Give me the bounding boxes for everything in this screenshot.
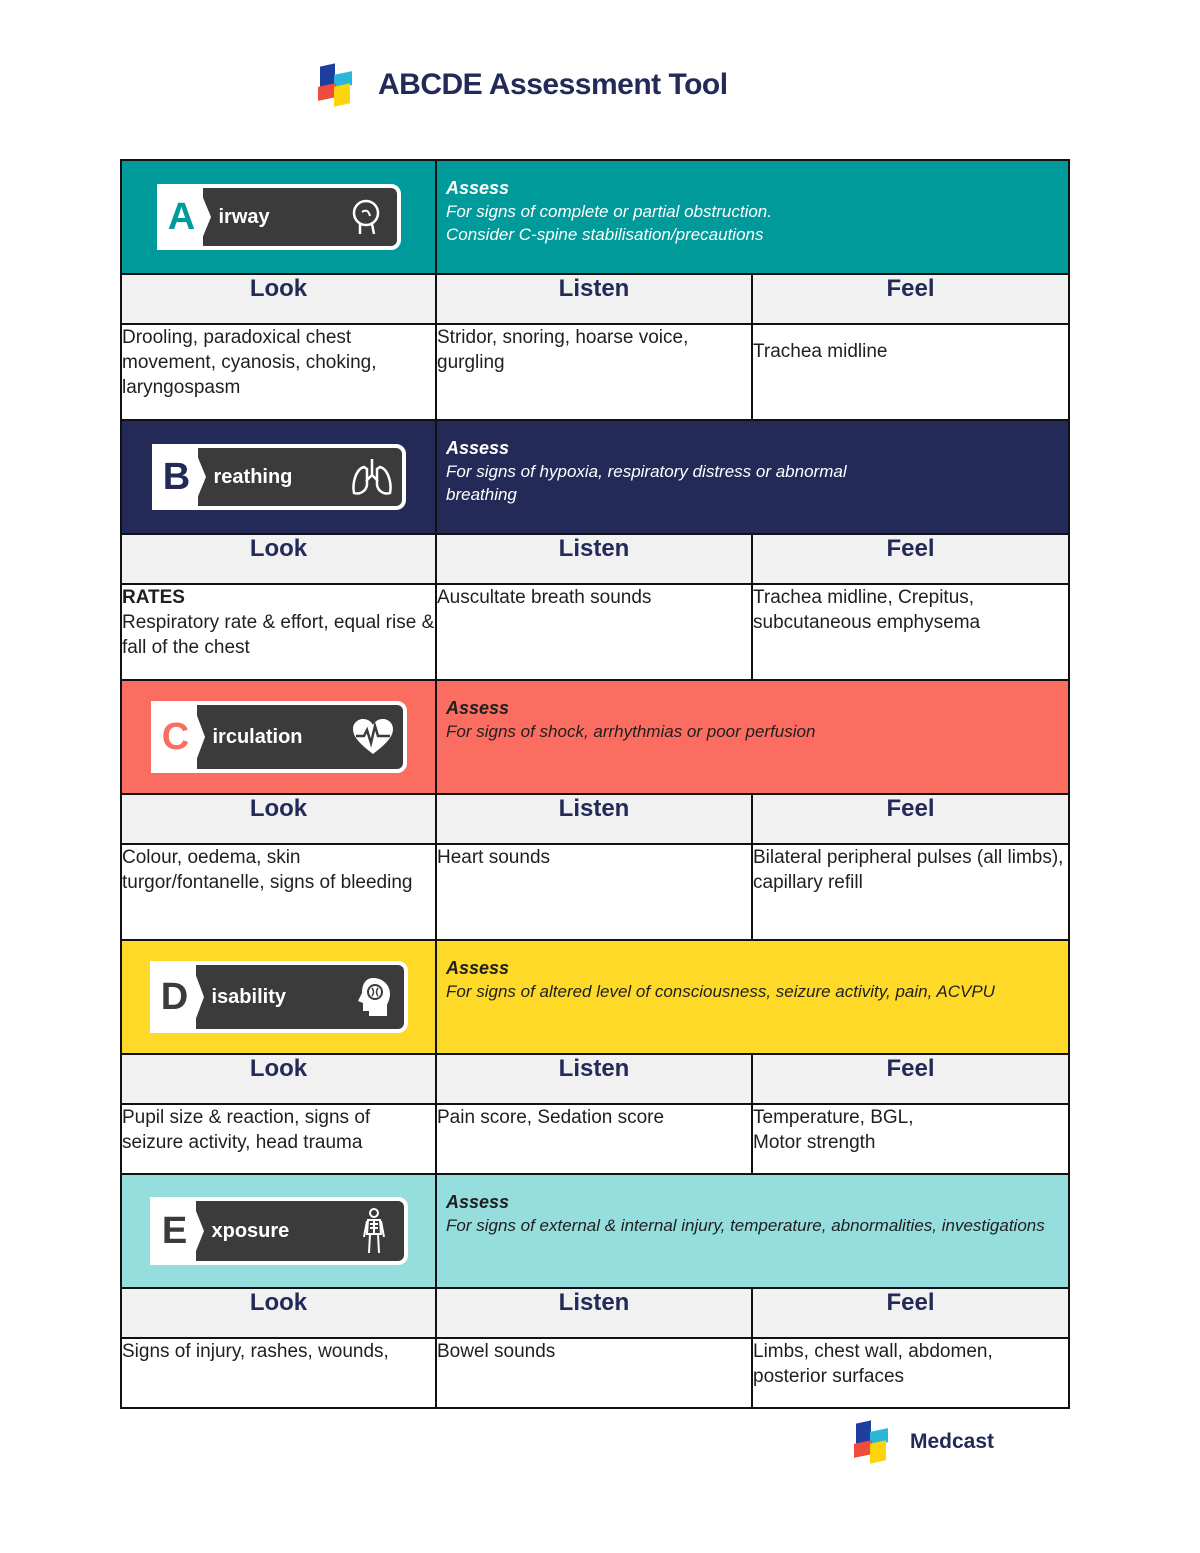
breathing-letter: B — [156, 448, 198, 506]
circulation-listen-header: Listen — [436, 794, 752, 844]
lungs-icon — [342, 448, 402, 506]
airway-look: Drooling, paradoxical chest movement, cyanosis, choking, laryngospasm — [121, 324, 436, 420]
disability-feel-line-1: Temperature, BGL, — [753, 1107, 914, 1128]
breathing-feel: Trachea midline, Crepitus, subcutaneous emphysema — [752, 584, 1069, 680]
body-skeleton-icon — [344, 1201, 404, 1261]
airway-assess-text-1: For signs of complete or partial obstruction. — [446, 202, 772, 221]
exposure-word: xposure — [211, 1219, 290, 1242]
breathing-look-header: Look — [121, 534, 436, 584]
circulation-assess-label: Assess — [446, 698, 510, 718]
medcast-footer-logo-icon — [852, 1420, 896, 1464]
airway-word: irway — [218, 205, 270, 228]
disability-content-row — [121, 1104, 1069, 1174]
airway-feel-header: Feel — [752, 274, 1069, 324]
breathing-word: reathing — [213, 465, 293, 488]
exposure-listen-header: Listen — [436, 1288, 752, 1338]
breathing-assess — [436, 420, 1069, 534]
circulation-banner — [121, 680, 1069, 794]
circulation-look: Colour, oedema, skin turgor/fontanelle, signs of bleeding — [121, 844, 436, 940]
airway-letter: A — [161, 188, 203, 246]
circulation-listen: Heart sounds — [436, 844, 752, 940]
exposure-look: Signs of injury, rashes, wounds, — [121, 1338, 436, 1408]
circulation-badge — [151, 701, 407, 773]
exposure-content-row — [121, 1338, 1069, 1408]
airway-assess-label: Assess — [446, 178, 510, 198]
breathing-badge-cell — [121, 420, 436, 534]
exposure-badge-cell — [121, 1174, 436, 1288]
disability-listen-header: Listen — [436, 1054, 752, 1104]
exposure-listen: Bowel sounds — [436, 1338, 752, 1408]
breathing-assess-label: Assess — [446, 438, 510, 458]
exposure-feel: Limbs, chest wall, abdomen, posterior surfaces — [752, 1338, 1069, 1408]
circulation-header-row — [121, 794, 1069, 844]
airway-badge-cell — [121, 160, 436, 274]
airway-listen: Stridor, snoring, hoarse voice, gurgling — [436, 324, 752, 420]
breathing-look — [121, 584, 436, 680]
page-title: ABCDE Assessment Tool — [378, 68, 728, 101]
disability-badge-cell — [121, 940, 436, 1054]
breathing-banner — [121, 420, 1069, 534]
airway-badge — [157, 184, 401, 250]
disability-assess — [436, 940, 1069, 1054]
footer-brand-name: Medcast — [910, 1430, 995, 1453]
airway-listen-header: Listen — [436, 274, 752, 324]
footer-brand — [852, 1420, 994, 1464]
exposure-look-header: Look — [121, 1288, 436, 1338]
circulation-letter: C — [155, 705, 197, 769]
disability-look-header: Look — [121, 1054, 436, 1104]
disability-listen: Pain score, Sedation score — [436, 1104, 752, 1174]
airway-assess-text-2: Consider C-spine stabilisation/precautions — [446, 225, 764, 244]
breathing-feel-header: Feel — [752, 534, 1069, 584]
airway-assess — [436, 160, 1069, 274]
disability-feel-header: Feel — [752, 1054, 1069, 1104]
disability-letter: D — [154, 965, 196, 1029]
circulation-badge-cell — [121, 680, 436, 794]
disability-assess-label: Assess — [446, 958, 510, 978]
exposure-assess-text: For signs of external & internal injury, temperature, abnormalities, investigations — [446, 1216, 1045, 1235]
airway-content-row — [121, 324, 1069, 420]
abcde-table — [120, 159, 1070, 1409]
airway-feel: Trachea midline — [752, 324, 1069, 420]
circulation-feel-header: Feel — [752, 794, 1069, 844]
breathing-listen: Auscultate breath sounds — [436, 584, 752, 680]
circulation-assess-text: For signs of shock, arrhythmias or poor perfusion — [446, 722, 816, 741]
circulation-feel: Bilateral peripheral pulses (all limbs), capillary refill — [752, 844, 1069, 940]
disability-feel-line-2: Motor strength — [753, 1132, 876, 1153]
brain-head-icon — [344, 965, 404, 1029]
circulation-content-row — [121, 844, 1069, 940]
disability-banner — [121, 940, 1069, 1054]
circulation-assess — [436, 680, 1069, 794]
airway-look-header: Look — [121, 274, 436, 324]
disability-feel — [752, 1104, 1069, 1174]
medcast-logo-icon — [316, 63, 360, 107]
airway-banner — [121, 160, 1069, 274]
breathing-look-text: Respiratory rate & effort, equal rise & fall of the chest — [122, 612, 435, 658]
exposure-badge — [150, 1197, 408, 1265]
heart-pulse-icon — [343, 705, 403, 769]
airway-header-row — [121, 274, 1069, 324]
breathing-content-row — [121, 584, 1069, 680]
disability-header-row — [121, 1054, 1069, 1104]
exposure-feel-header: Feel — [752, 1288, 1069, 1338]
disability-badge — [150, 961, 408, 1033]
disability-look: Pupil size & reaction, signs of seizure activity, head trauma — [121, 1104, 436, 1174]
exposure-banner — [121, 1174, 1069, 1288]
exposure-header-row — [121, 1288, 1069, 1338]
circulation-look-header: Look — [121, 794, 436, 844]
exposure-letter: E — [154, 1201, 196, 1261]
disability-assess-text: For signs of altered level of consciousness, seizure activity, pain, ACVPU — [446, 982, 995, 1001]
breathing-listen-header: Listen — [436, 534, 752, 584]
head-airway-icon — [337, 188, 397, 246]
breathing-assess-text: For signs of hypoxia, respiratory distress or abnormal breathing — [446, 462, 847, 504]
disability-word: isability — [211, 985, 286, 1008]
exposure-assess-label: Assess — [446, 1192, 510, 1212]
breathing-look-rates: RATES — [122, 587, 185, 608]
exposure-assess — [436, 1174, 1069, 1288]
circulation-word: irculation — [212, 725, 303, 748]
breathing-badge — [152, 444, 406, 510]
page-header — [316, 60, 728, 110]
breathing-header-row — [121, 534, 1069, 584]
